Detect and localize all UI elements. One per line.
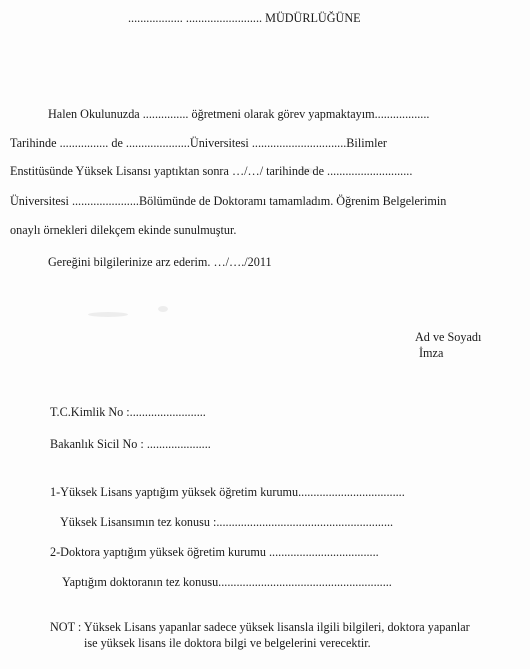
body-line-4: Üniversitesi ......................Bölümünde de Doktoramı tamamladım. Öğrenim Belgelerimin (10, 194, 447, 208)
body-line-1: Halen Okulunuzda ............... öğretmeni olarak görev yapmaktayım.................. (48, 107, 430, 121)
signature-label: İmza (419, 346, 444, 360)
body-line-2: Tarihinde ................ de .....................Üniversitesi ...............................Bilimler (10, 136, 387, 150)
yl-institution-field: 1-Yüksek Lisans yaptığım yüksek öğretim kurumu................................... (50, 485, 405, 499)
body-line-3: Enstitüsünde Yüksek Lisansı yaptıktan sonra …/…/ tarihinde de ............................ (10, 164, 413, 178)
closing-line: Gereğini bilgilerinize arz ederim. …/…./2011 (48, 255, 272, 269)
scan-smudge (88, 312, 128, 317)
scan-smudge (158, 306, 168, 312)
name-label: Ad ve Soyadı (415, 330, 482, 344)
sicil-field: Bakanlık Sicil No : ..................... (50, 437, 211, 451)
dr-thesis-field: Yaptığım doktoranın tez konusu......................................................... (62, 575, 392, 589)
dr-institution-field: 2-Doktora yaptığım yüksek öğretim kurumu .................................... (50, 545, 379, 559)
body-line-5: onaylı örnekleri dilekçem ekinde sunulmuştur. (10, 223, 237, 237)
tc-kimlik-field: T.C.Kimlik No :......................... (50, 405, 206, 419)
note-line-2: ise yüksek lisans ile doktora bilgi ve belgelerini verecektir. (84, 636, 371, 650)
note-line-1: NOT : Yüksek Lisans yapanlar sadece yüksek lisansla ilgili bilgileri, doktora yapanlar (50, 620, 470, 634)
yl-thesis-field: Yüksek Lisansımın tez konusu :.......................................................... (60, 515, 394, 529)
addressee-heading: .................. ......................... MÜDÜRLÜĞÜNE (128, 11, 361, 25)
